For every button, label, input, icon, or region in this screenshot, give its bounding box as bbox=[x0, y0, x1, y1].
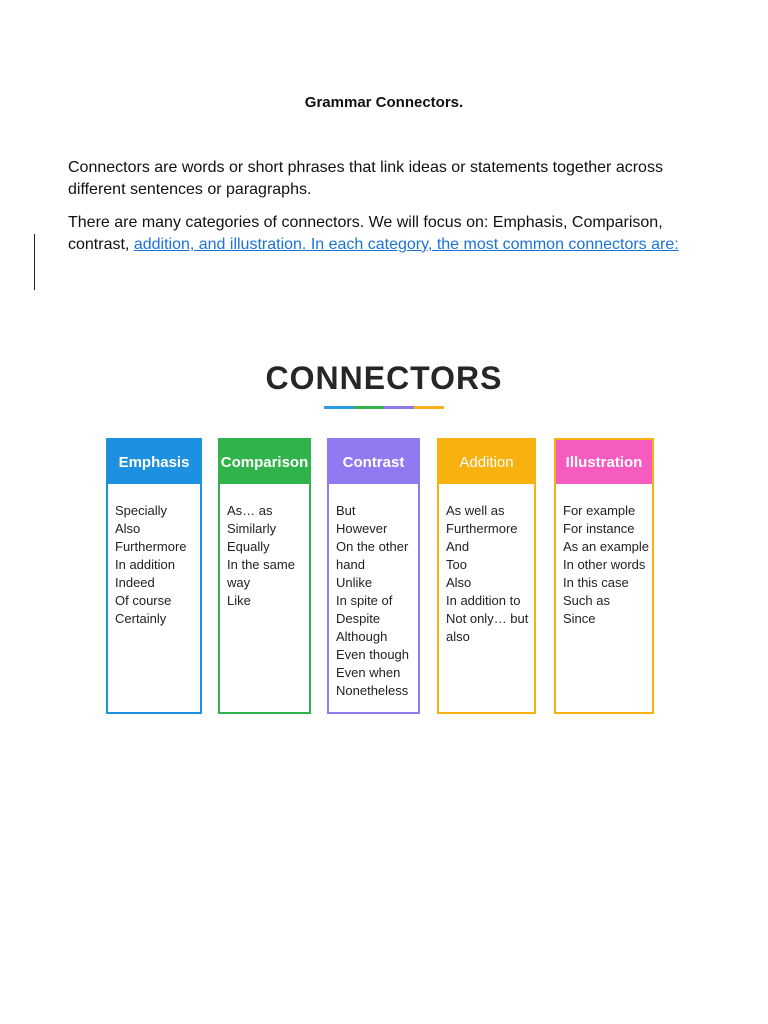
card-list-comparison bbox=[220, 484, 309, 610]
card-header-contrast: Contrast bbox=[329, 440, 418, 484]
connector-item: Since bbox=[563, 611, 596, 626]
connector-item: For instance bbox=[563, 521, 635, 536]
connector-item: For example bbox=[563, 503, 636, 518]
underline-segment-blue bbox=[324, 406, 354, 409]
connector-item: In this case bbox=[563, 575, 629, 590]
connector-item: Like bbox=[227, 593, 251, 608]
connectors-heading: CONNECTORS bbox=[265, 360, 503, 396]
card-header-emphasis: Emphasis bbox=[108, 440, 200, 484]
card-comparison bbox=[218, 438, 311, 714]
card-list-addition bbox=[439, 484, 534, 646]
connector-item: Similarly bbox=[227, 521, 277, 536]
document-title: Grammar Connectors. bbox=[304, 94, 464, 111]
card-header-addition: Addition bbox=[439, 440, 534, 484]
connector-item: As… as bbox=[227, 503, 273, 518]
card-addition bbox=[437, 438, 536, 714]
connector-item: In spite of bbox=[336, 593, 393, 608]
connector-item: Equally bbox=[227, 539, 270, 554]
connector-item: hand bbox=[336, 557, 365, 572]
underline-segment-purple bbox=[384, 406, 414, 409]
connector-item: Although bbox=[336, 629, 388, 644]
connector-item: And bbox=[446, 539, 470, 554]
categories-link[interactable]: addition, and illustration. In each category, the most common connectors are: bbox=[133, 236, 679, 253]
connector-item: In other words bbox=[563, 557, 646, 572]
categories-paragraph-text: There are many categories of connectors. We will focus on: Emphasis, Comparison, contrast, bbox=[68, 214, 663, 253]
connector-item: As well as bbox=[446, 503, 505, 518]
connector-item: Too bbox=[446, 557, 467, 572]
connector-item: way bbox=[227, 575, 251, 590]
connector-item: Despite bbox=[336, 611, 381, 626]
connector-item: Not only… but bbox=[446, 611, 529, 626]
connector-item: However bbox=[336, 521, 388, 536]
connector-item: Nonetheless bbox=[336, 683, 409, 698]
connector-item: Certainly bbox=[115, 611, 167, 626]
card-illustration bbox=[554, 438, 654, 714]
heading-underline bbox=[324, 406, 444, 409]
connector-item: Indeed bbox=[115, 575, 155, 590]
connector-item: Of course bbox=[115, 593, 172, 608]
connector-item: Specially bbox=[115, 503, 168, 518]
connector-item: In addition bbox=[115, 557, 175, 572]
card-contrast bbox=[327, 438, 420, 714]
underline-segment-yellow bbox=[414, 406, 444, 409]
card-header-illustration: Illustration bbox=[556, 440, 652, 484]
connector-item: Also bbox=[115, 521, 141, 536]
text-cursor-bar bbox=[34, 234, 35, 290]
card-list-contrast bbox=[329, 484, 418, 700]
underline-segment-green bbox=[354, 406, 384, 409]
connector-item: Even though bbox=[336, 647, 410, 662]
card-emphasis bbox=[106, 438, 202, 714]
connector-item: also bbox=[446, 629, 470, 644]
connector-item: Furthermore bbox=[115, 539, 187, 554]
card-header-comparison: Comparison bbox=[220, 440, 309, 484]
connector-item: On the other bbox=[336, 539, 409, 554]
connector-item: In the same bbox=[227, 557, 295, 572]
intro-paragraph: Connectors are words or short phrases that link ideas or statements together across different sentences or paragraphs. bbox=[68, 159, 663, 198]
connector-item: Unlike bbox=[336, 575, 373, 590]
connector-item: Also bbox=[446, 575, 472, 590]
categories-paragraph bbox=[68, 212, 708, 256]
connector-item: Furthermore bbox=[446, 521, 518, 536]
connector-item: But bbox=[336, 503, 356, 518]
connector-item: Even when bbox=[336, 665, 401, 680]
card-list-emphasis bbox=[108, 484, 200, 628]
connector-item: Such as bbox=[563, 593, 610, 608]
connector-item: As an example bbox=[563, 539, 649, 554]
card-list-illustration bbox=[556, 484, 652, 628]
connector-item: In addition to bbox=[446, 593, 521, 608]
